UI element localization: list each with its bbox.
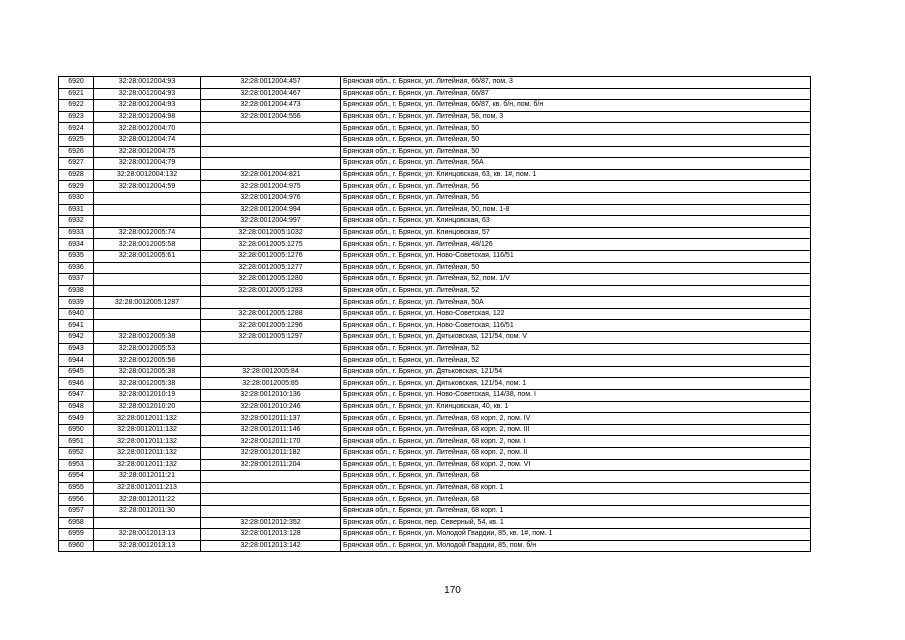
address-cell: Брянская обл., г. Брянск, ул. Литейная, 50, пом. 1-8 — [341, 204, 811, 216]
table-row — [59, 448, 811, 460]
object-cadastral-cell: 32:28:0012004:556 — [201, 111, 341, 123]
address-cell: Брянская обл., г. Брянск, ул. Литейная, 66/87 — [341, 88, 811, 100]
row-number-cell: 6931 — [59, 204, 94, 216]
object-cadastral-cell: 32:28:0012005:1288 — [201, 308, 341, 320]
table-row — [59, 540, 811, 552]
object-cadastral-cell: 32:28:0012005:1296 — [201, 320, 341, 332]
table-row — [59, 227, 811, 239]
object-cadastral-cell — [201, 355, 341, 367]
address-cell: Брянская обл., г. Брянск, ул. Ново-Советская, 114/38, пом. I — [341, 390, 811, 402]
object-cadastral-cell — [201, 134, 341, 146]
parcel-cadastral-cell — [94, 274, 201, 286]
row-number-cell: 6939 — [59, 297, 94, 309]
address-cell: Брянская обл., г. Брянск, ул. Ново-Советская, 122 — [341, 308, 811, 320]
address-cell: Брянская обл., г. Брянск, ул. Ново-Советская, 116/51 — [341, 250, 811, 262]
row-number-cell: 6928 — [59, 169, 94, 181]
parcel-cadastral-cell: 32:28:0012005:61 — [94, 250, 201, 262]
object-cadastral-cell: 32:28:0012010:136 — [201, 390, 341, 402]
address-cell: Брянская обл., г. Брянск, ул. Литейная, 48/126 — [341, 239, 811, 251]
row-number-cell: 6957 — [59, 505, 94, 517]
table-row — [59, 494, 811, 506]
table-row — [59, 413, 811, 425]
parcel-cadastral-cell: 32:28:0012011:213 — [94, 482, 201, 494]
address-cell: Брянская обл., г. Брянск, ул. Клинцовская, 40, кв. 1 — [341, 401, 811, 413]
table-row — [59, 482, 811, 494]
table-row — [59, 320, 811, 332]
address-cell: Брянская обл., г. Брянск, ул. Литейная, 68 корп. 2, пом. III — [341, 424, 811, 436]
address-cell: Брянская обл., г. Брянск, ул. Молодой Гвардии, 85, кв. 1#, пом. 1 — [341, 529, 811, 541]
address-cell: Брянская обл., г. Брянск, ул. Клинцовская, 63 — [341, 216, 811, 228]
table-row — [59, 297, 811, 309]
row-number-cell: 6927 — [59, 158, 94, 170]
table-row — [59, 355, 811, 367]
object-cadastral-cell: 32:28:0012004:975 — [201, 181, 341, 193]
row-number-cell: 6947 — [59, 390, 94, 402]
table-row — [59, 88, 811, 100]
row-number-cell: 6932 — [59, 216, 94, 228]
address-cell: Брянская обл., г. Брянск, ул. Клинцовская, 57 — [341, 227, 811, 239]
row-number-cell: 6958 — [59, 517, 94, 529]
address-cell: Брянская обл., г. Брянск, ул. Литейная, 68 корп. 2, пом. VI — [341, 459, 811, 471]
table-row — [59, 134, 811, 146]
row-number-cell: 6946 — [59, 378, 94, 390]
object-cadastral-cell: 32:28:0012012:352 — [201, 517, 341, 529]
address-cell: Брянская обл., г. Брянск, ул. Литейная, 52 — [341, 343, 811, 355]
table-row — [59, 239, 811, 251]
object-cadastral-cell: 32:28:0012011:182 — [201, 448, 341, 460]
object-cadastral-cell: 32:28:0012013:142 — [201, 540, 341, 552]
row-number-cell: 6933 — [59, 227, 94, 239]
address-cell: Брянская обл., г. Брянск, ул. Литейная, 68 корп. 2, пом. II — [341, 448, 811, 460]
parcel-cadastral-cell: 32:28:0012011:132 — [94, 424, 201, 436]
object-cadastral-cell — [201, 471, 341, 483]
parcel-cadastral-cell: 32:28:0012011:22 — [94, 494, 201, 506]
parcel-cadastral-cell: 32:28:0012013:13 — [94, 529, 201, 541]
row-number-cell: 6952 — [59, 448, 94, 460]
table-row — [59, 111, 811, 123]
table-row — [59, 169, 811, 181]
table-row — [59, 204, 811, 216]
row-number-cell: 6956 — [59, 494, 94, 506]
object-cadastral-cell: 32:28:0012005:85 — [201, 378, 341, 390]
object-cadastral-cell: 32:28:0012005:1275 — [201, 239, 341, 251]
table-row — [59, 285, 811, 297]
row-number-cell: 6937 — [59, 274, 94, 286]
parcel-cadastral-cell: 32:28:0012013:13 — [94, 540, 201, 552]
row-number-cell: 6935 — [59, 250, 94, 262]
parcel-cadastral-cell: 32:28:0012011:132 — [94, 459, 201, 471]
parcel-cadastral-cell: 32:28:0012010:19 — [94, 390, 201, 402]
table-row — [59, 471, 811, 483]
address-cell: Брянская обл., г. Брянск, ул. Дятьковская, 121/54, пом. 1 — [341, 378, 811, 390]
row-number-cell: 6945 — [59, 366, 94, 378]
address-cell: Брянская обл., г. Брянск, ул. Литейная, 68 — [341, 471, 811, 483]
row-number-cell: 6943 — [59, 343, 94, 355]
object-cadastral-cell: 32:28:0012005:1277 — [201, 262, 341, 274]
table-row — [59, 378, 811, 390]
parcel-cadastral-cell: 32:28:0012004:93 — [94, 88, 201, 100]
row-number-cell: 6953 — [59, 459, 94, 471]
parcel-cadastral-cell — [94, 216, 201, 228]
address-cell: Брянская обл., г. Брянск, ул. Литейная, 68 — [341, 494, 811, 506]
row-number-cell: 6924 — [59, 123, 94, 135]
table-row — [59, 146, 811, 158]
address-cell: Брянская обл., г. Брянск, пер. Северный, 54, кв. 1 — [341, 517, 811, 529]
row-number-cell: 6922 — [59, 100, 94, 112]
object-cadastral-cell — [201, 158, 341, 170]
parcel-cadastral-cell: 32:28:0012010:20 — [94, 401, 201, 413]
address-cell: Брянская обл., г. Брянск, ул. Литейная, 50 — [341, 134, 811, 146]
object-cadastral-cell: 32:28:0012011:146 — [201, 424, 341, 436]
table-row — [59, 123, 811, 135]
row-number-cell: 6942 — [59, 332, 94, 344]
object-cadastral-cell — [201, 505, 341, 517]
parcel-cadastral-cell — [94, 192, 201, 204]
address-cell: Брянская обл., г. Брянск, ул. Литейная, 56А — [341, 158, 811, 170]
page-number: 170 — [444, 585, 461, 596]
table-row — [59, 250, 811, 262]
table-row — [59, 529, 811, 541]
table-row — [59, 459, 811, 471]
parcel-cadastral-cell: 32:28:0012005:74 — [94, 227, 201, 239]
parcel-cadastral-cell — [94, 262, 201, 274]
registry-table — [58, 76, 811, 552]
object-cadastral-cell: 32:28:0012004:457 — [201, 77, 341, 89]
object-cadastral-cell — [201, 494, 341, 506]
address-cell: Брянская обл., г. Брянск, ул. Литейная, 52, пом. 1/V — [341, 274, 811, 286]
address-cell: Брянская обл., г. Брянск, ул. Литейная, 58, пом. 3 — [341, 111, 811, 123]
address-cell: Брянская обл., г. Брянск, ул. Литейная, 50 — [341, 123, 811, 135]
address-cell: Брянская обл., г. Брянск, ул. Дятьковская, 121/54 — [341, 366, 811, 378]
address-cell: Брянская обл., г. Брянск, ул. Клинцовская, 63, кв. 1#, пом. 1 — [341, 169, 811, 181]
object-cadastral-cell: 32:28:0012005:1297 — [201, 332, 341, 344]
row-number-cell: 6921 — [59, 88, 94, 100]
object-cadastral-cell: 32:28:0012004:997 — [201, 216, 341, 228]
parcel-cadastral-cell: 32:28:0012011:132 — [94, 413, 201, 425]
address-cell: Брянская обл., г. Брянск, ул. Литейная, 52 — [341, 285, 811, 297]
parcel-cadastral-cell: 32:28:0012004:98 — [94, 111, 201, 123]
row-number-cell: 6930 — [59, 192, 94, 204]
parcel-cadastral-cell — [94, 204, 201, 216]
row-number-cell: 6929 — [59, 181, 94, 193]
table-row — [59, 505, 811, 517]
address-cell: Брянская обл., г. Брянск, ул. Литейная, 66/87, кв. б/н, пом. б/н — [341, 100, 811, 112]
parcel-cadastral-cell: 32:28:0012004:79 — [94, 158, 201, 170]
object-cadastral-cell: 32:28:0012004:821 — [201, 169, 341, 181]
parcel-cadastral-cell: 32:28:0012011:132 — [94, 436, 201, 448]
row-number-cell: 6948 — [59, 401, 94, 413]
row-number-cell: 6955 — [59, 482, 94, 494]
parcel-cadastral-cell: 32:28:0012011:21 — [94, 471, 201, 483]
object-cadastral-cell: 32:28:0012005:1280 — [201, 274, 341, 286]
table-row — [59, 332, 811, 344]
parcel-cadastral-cell: 32:28:0012011:132 — [94, 448, 201, 460]
parcel-cadastral-cell: 32:28:0012004:74 — [94, 134, 201, 146]
row-number-cell: 6950 — [59, 424, 94, 436]
parcel-cadastral-cell — [94, 285, 201, 297]
address-cell: Брянская обл., г. Брянск, ул. Литейная, 56 — [341, 181, 811, 193]
table-row — [59, 262, 811, 274]
object-cadastral-cell: 32:28:0012004:976 — [201, 192, 341, 204]
row-number-cell: 6926 — [59, 146, 94, 158]
object-cadastral-cell: 32:28:0012011:204 — [201, 459, 341, 471]
row-number-cell: 6944 — [59, 355, 94, 367]
row-number-cell: 6949 — [59, 413, 94, 425]
address-cell: Брянская обл., г. Брянск, ул. Литейная, 68 корп. 2, пом. IV — [341, 413, 811, 425]
table-row — [59, 77, 811, 89]
table-row — [59, 181, 811, 193]
object-cadastral-cell — [201, 123, 341, 135]
parcel-cadastral-cell: 32:28:0012004:70 — [94, 123, 201, 135]
parcel-cadastral-cell: 32:28:0012005:58 — [94, 239, 201, 251]
table-row — [59, 192, 811, 204]
object-cadastral-cell — [201, 297, 341, 309]
address-cell: Брянская обл., г. Брянск, ул. Литейная, 50 — [341, 146, 811, 158]
registry-table-body — [59, 77, 811, 552]
object-cadastral-cell: 32:28:0012004:994 — [201, 204, 341, 216]
table-row — [59, 401, 811, 413]
address-cell: Брянская обл., г. Брянск, ул. Литейная, 50 — [341, 262, 811, 274]
table-row — [59, 390, 811, 402]
row-number-cell: 6960 — [59, 540, 94, 552]
object-cadastral-cell — [201, 146, 341, 158]
object-cadastral-cell: 32:28:0012013:128 — [201, 529, 341, 541]
row-number-cell: 6959 — [59, 529, 94, 541]
table-row — [59, 308, 811, 320]
row-number-cell: 6951 — [59, 436, 94, 448]
row-number-cell: 6936 — [59, 262, 94, 274]
address-cell: Брянская обл., г. Брянск, ул. Литейная, 50А — [341, 297, 811, 309]
object-cadastral-cell: 32:28:0012005:1032 — [201, 227, 341, 239]
parcel-cadastral-cell: 32:28:0012005:38 — [94, 366, 201, 378]
object-cadastral-cell: 32:28:0012011:170 — [201, 436, 341, 448]
object-cadastral-cell: 32:28:0012010:246 — [201, 401, 341, 413]
table-row — [59, 424, 811, 436]
address-cell: Брянская обл., г. Брянск, ул. Литейная, 68 корп. 1 — [341, 505, 811, 517]
parcel-cadastral-cell: 32:28:0012004:93 — [94, 77, 201, 89]
object-cadastral-cell: 32:28:0012011:137 — [201, 413, 341, 425]
parcel-cadastral-cell: 32:28:0012005:53 — [94, 343, 201, 355]
object-cadastral-cell: 32:28:0012004:473 — [201, 100, 341, 112]
table-row — [59, 216, 811, 228]
row-number-cell: 6920 — [59, 77, 94, 89]
address-cell: Брянская обл., г. Брянск, ул. Литейная, 66/87, пом. 3 — [341, 77, 811, 89]
row-number-cell: 6925 — [59, 134, 94, 146]
parcel-cadastral-cell: 32:28:0012005:1287 — [94, 297, 201, 309]
table-row — [59, 436, 811, 448]
parcel-cadastral-cell: 32:28:0012004:59 — [94, 181, 201, 193]
row-number-cell: 6938 — [59, 285, 94, 297]
parcel-cadastral-cell — [94, 517, 201, 529]
object-cadastral-cell: 32:28:0012005:84 — [201, 366, 341, 378]
parcel-cadastral-cell: 32:28:0012004:132 — [94, 169, 201, 181]
address-cell: Брянская обл., г. Брянск, ул. Ново-Советская, 116/51 — [341, 320, 811, 332]
object-cadastral-cell: 32:28:0012005:1276 — [201, 250, 341, 262]
parcel-cadastral-cell — [94, 320, 201, 332]
address-cell: Брянская обл., г. Брянск, ул. Молодой Гвардии, 85, пом. б/н — [341, 540, 811, 552]
address-cell: Брянская обл., г. Брянск, ул. Дятьковская, 121/54, пом. V — [341, 332, 811, 344]
table-row — [59, 274, 811, 286]
address-cell: Брянская обл., г. Брянск, ул. Литейная, 52 — [341, 355, 811, 367]
table-row — [59, 343, 811, 355]
table-row — [59, 517, 811, 529]
row-number-cell: 6954 — [59, 471, 94, 483]
parcel-cadastral-cell: 32:28:0012005:38 — [94, 332, 201, 344]
object-cadastral-cell — [201, 343, 341, 355]
table-row — [59, 100, 811, 112]
table-row — [59, 158, 811, 170]
table-row — [59, 366, 811, 378]
row-number-cell: 6923 — [59, 111, 94, 123]
parcel-cadastral-cell: 32:28:0012004:75 — [94, 146, 201, 158]
address-cell: Брянская обл., г. Брянск, ул. Литейная, 56 — [341, 192, 811, 204]
address-cell: Брянская обл., г. Брянск, ул. Литейная, 68 корп. 1 — [341, 482, 811, 494]
row-number-cell: 6940 — [59, 308, 94, 320]
object-cadastral-cell — [201, 482, 341, 494]
object-cadastral-cell: 32:28:0012005:1283 — [201, 285, 341, 297]
row-number-cell: 6934 — [59, 239, 94, 251]
parcel-cadastral-cell: 32:28:0012005:38 — [94, 378, 201, 390]
address-cell: Брянская обл., г. Брянск, ул. Литейная, 68 корп. 2, пом. I — [341, 436, 811, 448]
object-cadastral-cell: 32:28:0012004:467 — [201, 88, 341, 100]
row-number-cell: 6941 — [59, 320, 94, 332]
parcel-cadastral-cell: 32:28:0012004:93 — [94, 100, 201, 112]
parcel-cadastral-cell — [94, 308, 201, 320]
parcel-cadastral-cell: 32:28:0012005:56 — [94, 355, 201, 367]
parcel-cadastral-cell: 32:28:0012011:30 — [94, 505, 201, 517]
